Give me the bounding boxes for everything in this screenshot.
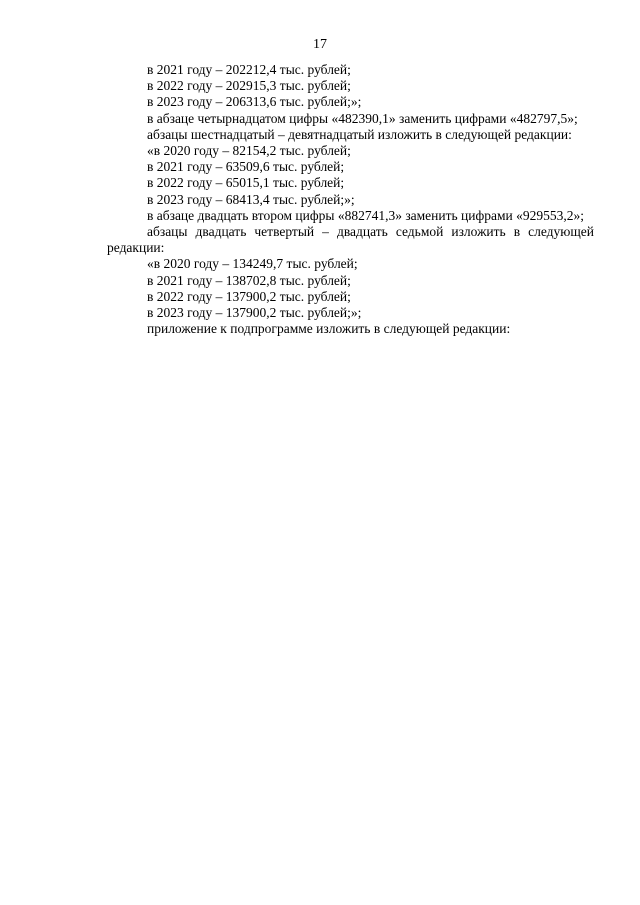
paragraph-2022-amount-c: в 2022 году – 137900,2 тыс. рублей; [147,288,351,304]
document-body [107,62,594,337]
paragraph-2020-amount-b: «в 2020 году – 82154,2 тыс. рублей; [147,143,351,159]
paragraph-2021-amount-b: в 2021 году – 63509,6 тыс. рублей; [147,159,345,175]
paragraph-2021-amount: в 2021 году – 202212,4 тыс. рублей; [147,62,351,77]
paragraph-2023-amount-c: в 2023 году – 137900,2 тыс. рублей;»; [147,305,362,321]
paragraph-twenty-fourth-seventh: абзацы двадцать четвертый – двадцать седьмой изложить в следующей редакции: [107,224,594,256]
paragraph-2022-amount: в 2022 году – 202915,3 тыс. рублей; [147,78,351,94]
paragraph-2021-amount-c: в 2021 году – 138702,8 тыс. рублей; [147,272,351,288]
paragraph-appendix-note: приложение к подпрограмме изложить в следующей редакции: [147,321,511,337]
paragraph-2023-amount-b: в 2023 году – 68413,4 тыс. рублей;»; [147,191,355,207]
paragraph-2023-amount: в 2023 году – 206313,6 тыс. рублей;»; [147,94,362,110]
page-number: 17 [313,37,327,52]
paragraph-twenty-second-replace: в абзаце двадцать втором цифры «882741,3» заменить цифрами «929553,2»; [147,207,585,223]
paragraph-sixteenth-nineteenth: абзацы шестнадцатый – девятнадцатый изложить в следующей редакции: [147,126,572,142]
paragraph-fourteenth-replace: в абзаце четырнадцатом цифры «482390,1» заменить цифрами «482797,5»; [147,110,578,126]
paragraph-2022-amount-b: в 2022 году – 65015,1 тыс. рублей; [147,175,345,191]
paragraph-2020-amount-c: «в 2020 году – 134249,7 тыс. рублей; [147,256,358,272]
